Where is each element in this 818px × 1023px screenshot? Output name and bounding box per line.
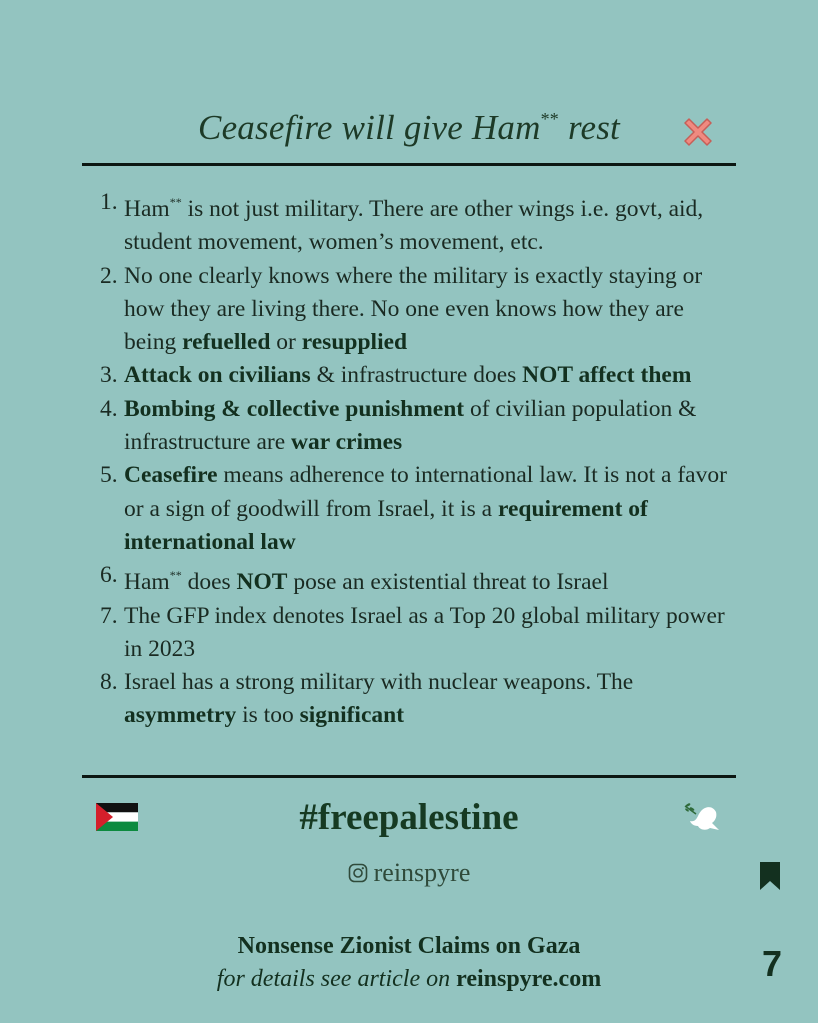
claim-text-run: Ham bbox=[124, 196, 170, 222]
claim-text-run: pose an existential threat to Israel bbox=[287, 569, 609, 596]
divider-top bbox=[82, 163, 736, 166]
claim-item bbox=[100, 359, 740, 392]
claim-emphasis: Bombing & collective punishment bbox=[124, 395, 465, 422]
claim-emphasis: asymmetry bbox=[124, 702, 237, 729]
claim-emphasis: refuelled bbox=[182, 329, 271, 356]
claim-emphasis: NOT bbox=[236, 569, 288, 596]
claim-text-run: & infrastructure does bbox=[310, 362, 523, 389]
claim-text-run: ** bbox=[169, 568, 182, 583]
divider-bottom bbox=[82, 775, 736, 778]
dove-icon bbox=[682, 800, 724, 836]
claim-text-run: is too bbox=[236, 702, 300, 729]
claim-emphasis: Ceasefire bbox=[124, 462, 218, 489]
claim-text-run: is not just military. There are other wings i.e. govt, aid, student movement, women’s movement, etc. bbox=[124, 196, 704, 256]
claim-text bbox=[124, 260, 740, 360]
claim-emphasis: Attack on civilians bbox=[124, 362, 311, 389]
claim-text-run: Ham bbox=[124, 569, 170, 596]
claim-emphasis: resupplied bbox=[301, 329, 408, 356]
claim-item bbox=[100, 260, 740, 360]
claim-text-run: means adherence to international law. It is not a favor or a sign of goodwill from Israel, it is a bbox=[124, 462, 727, 522]
claim-text bbox=[124, 186, 740, 260]
claim-item bbox=[100, 666, 740, 733]
website-link[interactable]: reinspyre.com bbox=[456, 966, 602, 992]
claim-emphasis: NOT affect them bbox=[522, 362, 692, 389]
claim-number: 6. bbox=[100, 562, 118, 589]
claim-item bbox=[100, 600, 740, 667]
claim-number: 4. bbox=[100, 395, 118, 422]
claim-item bbox=[100, 186, 740, 260]
claim-number: 1. bbox=[100, 189, 118, 215]
claim-text-run: The GFP index denotes Israel as a Top 20 global military power in 2023 bbox=[124, 602, 725, 662]
claim-text-run: does bbox=[181, 569, 237, 596]
bookmark-icon[interactable] bbox=[758, 861, 782, 891]
claims-list bbox=[100, 186, 740, 733]
hashtag: #freepalestine bbox=[299, 797, 519, 838]
claim-text-run: No one clearly knows where the military is exactly staying or how they are living there. No one even knows how they are being bbox=[124, 262, 703, 356]
claim-number: 3. bbox=[100, 362, 118, 389]
claim-text bbox=[124, 600, 740, 667]
social-handle bbox=[0, 858, 818, 888]
cross-mark-icon bbox=[680, 114, 716, 150]
claim-number: 7. bbox=[100, 602, 118, 629]
claim-text-run: ** bbox=[169, 195, 182, 209]
claim-emphasis: requirement of international law bbox=[124, 495, 648, 555]
instagram-icon bbox=[348, 863, 368, 883]
claim-item bbox=[100, 459, 740, 559]
claim-text bbox=[124, 459, 740, 559]
claim-item bbox=[100, 393, 740, 460]
claim-number: 8. bbox=[100, 669, 118, 696]
claim-text bbox=[124, 559, 740, 599]
page-number: 7 bbox=[762, 943, 783, 984]
claim-number: 5. bbox=[100, 462, 118, 489]
claim-text bbox=[124, 666, 740, 733]
handle-text: reinspyre bbox=[373, 858, 471, 887]
claim-emphasis: war crimes bbox=[291, 429, 403, 456]
series-subtitle: for details see article on reinspyre.com bbox=[216, 966, 602, 992]
claim-text-run: or bbox=[270, 329, 302, 356]
claim-text bbox=[124, 393, 740, 460]
claim-text bbox=[124, 359, 740, 392]
claim-text-run: Israel has a strong military with nuclear weapons. The bbox=[124, 669, 634, 696]
claim-item bbox=[100, 559, 740, 599]
claim-text-run: of civilian population & infrastructure are bbox=[124, 395, 697, 456]
series-title: Nonsense Zionist Claims on Gaza bbox=[237, 933, 581, 959]
page-title: Ceasefire will give Ham** rest bbox=[198, 108, 620, 147]
claim-number: 2. bbox=[100, 262, 118, 289]
claim-emphasis: significant bbox=[299, 702, 405, 729]
